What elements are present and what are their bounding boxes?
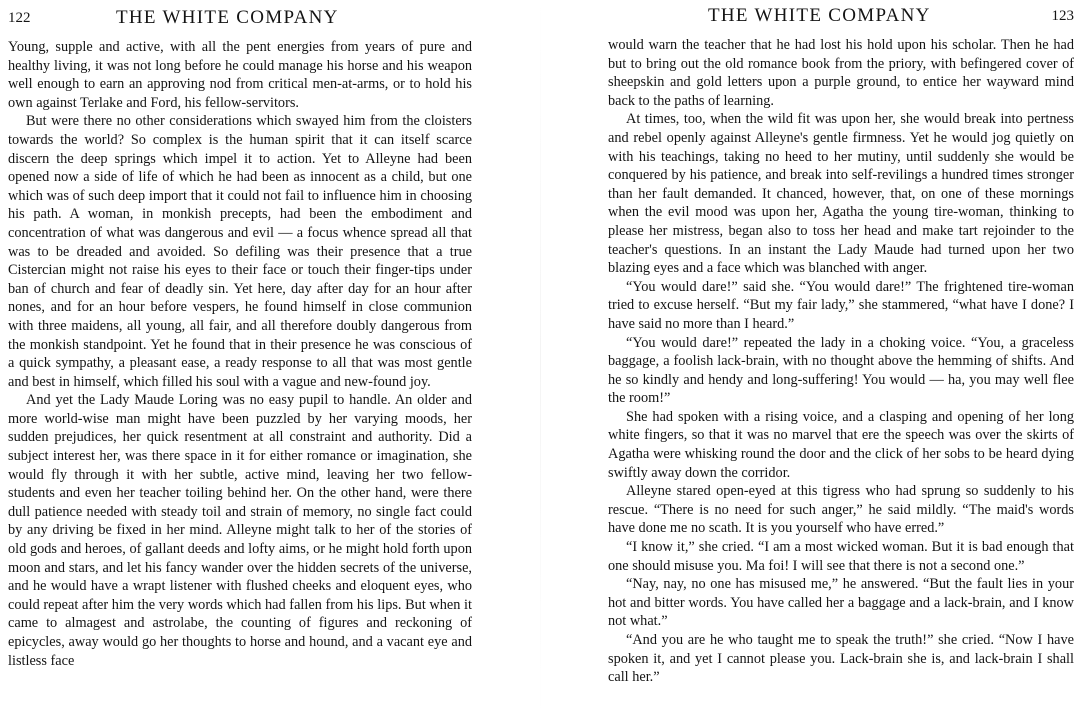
- paragraph: She had spoken with a rising voice, and a clasping and opening of her long white fingers, so that it was no marvel that ere the speech was over the skirts of Agatha were whisking round the door and the click of her sobs to be heard dying swiftly away down the corridor.: [608, 408, 1074, 481]
- paragraph: “You would dare!” said she. “You would dare!” The frightened tire-woman tried to excuse herself. “But my fair lady,” she stammered, “what have I done? I have said no more than I heard.”: [608, 278, 1074, 332]
- left-page-number: 122: [8, 10, 31, 26]
- paragraph: And yet the Lady Maude Loring was no easy pupil to handle. An older and more world-wise man might have been puzzled by her varying moods, her sudden prejudices, her quick resentment at all constraint and authority. Did a subject interest her, was there space in it for either romance or imagination, she would fly through it with her subtle, active mind, leaving her two fellow-students and even her teacher toiling behind her. On the other hand, were there dull patience needed with steady toil and strain of memory, no single fact could by any driving be fixed in her mind. Alleyne might talk to her of the stories of old gods and heroes, of gallant deeds and lofty aims, or he might hold forth upon moon and stars, and let his fancy wander over the hidden secrets of the universe, and he would have a wrapt listener with flushed cheeks and eloquent eyes, who could repeat after him the very words which had fallen from his lips. But when it came to almagest and astrolabe, the counting of figures and reckoning of epicycles, away would go her thoughts to horse and hound, and a vacant eye and listless face: [8, 392, 472, 669]
- right-page-number: 123: [1051, 8, 1074, 24]
- paragraph: But were there no other considerations which swayed him from the cloisters towards the world? So complex is the human spirit that it can itself scarce discern the deep springs which impel it to action. Yet to Alleyne had been opened now a side of life of which he had been as innocent as a child, but one which was of such deep import that it could not fail to influence him in choosing his path. A woman, in monkish precepts, had been the embodiment and concentration of what was dangerous and evil — a focus whence spread all that was to be dreaded and avoided. So defiling was their presence that a true Cistercian might not raise his eyes to their face or touch their finger-tips under ban of church and fear of deadly sin. Yet here, day after day for an hour after nones, and for an hour before vespers, he found himself in close communion with three maidens, all young, all fair, and all therefore doubly dangerous from the monkish standpoint. Yet he found that in their presence he was conscious of a quick sympathy, a pleasant ease, a ready response to all that was most gentle and best in himself, which filled his soul with a vague and new-found joy.: [8, 113, 472, 390]
- book-gutter: [540, 0, 541, 718]
- paragraph: “I know it,” she cried. “I am a most wicked woman. But it is bad enough that one should misuse you. Ma foi! I will see that there is not a second one.”: [608, 539, 1074, 574]
- right-page: [608, 0, 1074, 718]
- left-running-head: THE WHITE COMPANY: [116, 7, 339, 28]
- left-page-body: [8, 38, 472, 670]
- paragraph: would warn the teacher that he had lost his hold upon his scholar. Then he had but to bring out the old romance book from the priory, with befingered cover of sheepskin and gold letters upon a purple ground, to entice her wayward mind back to the paths of learning.: [608, 37, 1074, 109]
- paragraph: “You would dare!” repeated the lady in a choking voice. “You, a graceless baggage, a foolish lack-brain, with no thought above the hemming of shifts. And he so kindly and hendy and long-suffering! You would — ha, you may well flee the room!”: [608, 334, 1074, 407]
- paragraph: Young, supple and active, with all the pent energies from years of pure and healthy living, it was not long before he could manage his horse and his weapon well enough to earn an approving nod from critical men-at-arms, or to hold his own against Terlake and Ford, his fellow-servitors.: [8, 39, 472, 111]
- right-page-header: [608, 0, 1074, 34]
- paragraph: At times, too, when the wild fit was upon her, she would break into pertness and rebel openly against Alleyne's gentle firmness. Yet he would jog quietly on with his teachings, taking no heed to her mutiny, until suddenly she would be conquered by his patience, and break into self-revilings a hundred times stronger than her fault demanded. It chanced, however, that, on one of these mornings when the evil mood was upon her, Agatha the young tire-woman, thinking to please her mistress, began also to toss her head and make tart rejoinder to the teacher's questions. In an instant the Lady Maude had turned upon her two blazing eyes and a face which was blanched with anger.: [608, 111, 1074, 277]
- paragraph: Alleyne stared open-eyed at this tigress who had sprung so suddenly to his rescue. “There is no need for such anger,” he said mildly. “The maid's words have done me no scath. It is you yourself who have erred.”: [608, 483, 1074, 537]
- left-page: [8, 0, 472, 718]
- paragraph: “And you are he who taught me to speak the truth!” she cried. “Now I have spoken it, and yet I cannot please you. Lack-brain she is, and lack-brain I shall call her.”: [608, 632, 1074, 686]
- right-page-body: [608, 36, 1074, 687]
- right-running-head: THE WHITE COMPANY: [708, 5, 931, 26]
- left-page-header: [8, 0, 472, 34]
- paragraph: “Nay, nay, no one has misused me,” he answered. “But the fault lies in your hot and bitter words. You have called her a baggage and a lack-brain, and I know not what.”: [608, 576, 1074, 630]
